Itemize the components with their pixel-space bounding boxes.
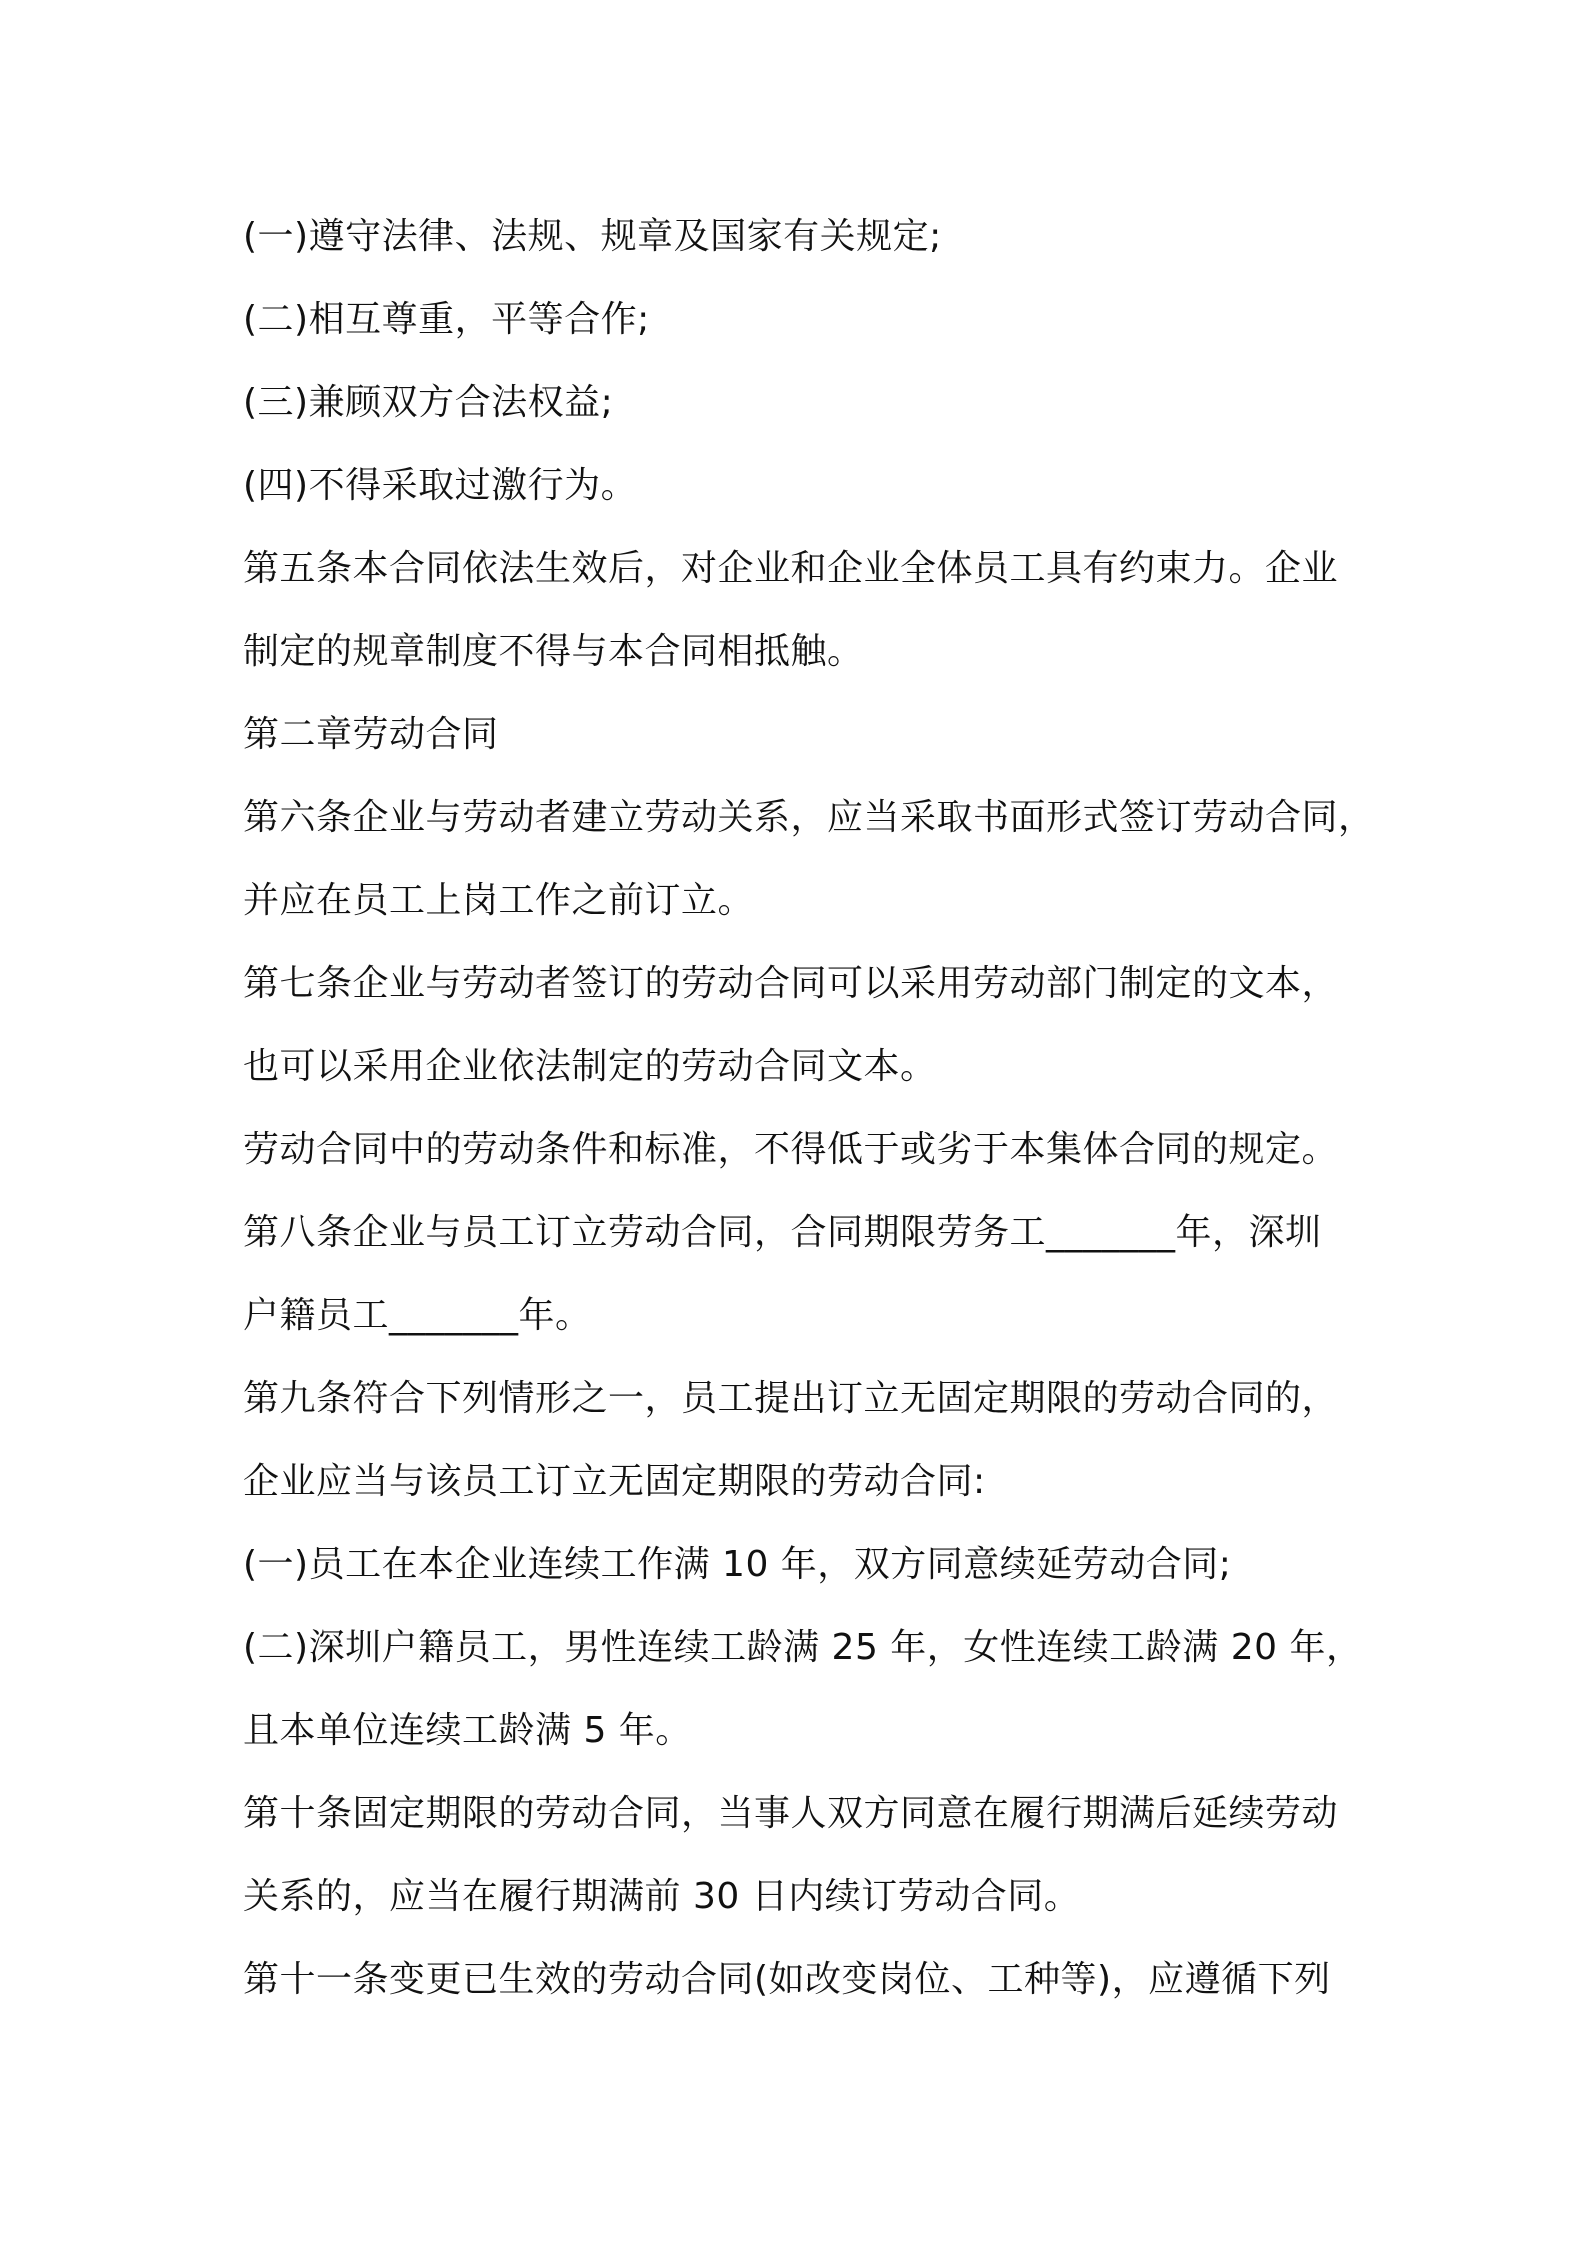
text-line: 并应在员工上岗工作之前订立。 bbox=[243, 880, 755, 921]
text-line: (二)相互尊重，平等合作; bbox=[243, 299, 650, 340]
document-body bbox=[243, 195, 1383, 2021]
text-line: 企业应当与该员工订立无固定期限的劳动合同: bbox=[243, 1461, 986, 1502]
text-line: 且本单位连续工龄满 5 年。 bbox=[243, 1710, 692, 1751]
text-line: 第十条固定期限的劳动合同，当事人双方同意在履行期满后延续劳动 bbox=[243, 1793, 1339, 1834]
text-line: 劳动合同中的劳动条件和标准，不得低于或劣于本集体合同的规定。 bbox=[243, 1129, 1339, 1170]
text-line: 第七条企业与劳动者签订的劳动合同可以采用劳动部门制定的文本， bbox=[243, 963, 1339, 1004]
text-line: 第六条企业与劳动者建立劳动关系，应当采取书面形式签订劳动合同， bbox=[243, 797, 1375, 838]
text-line: 第九条符合下列情形之一，员工提出订立无固定期限的劳动合同的， bbox=[243, 1378, 1339, 1419]
text-line: (二)深圳户籍员工，男性连续工龄满 25 年，女性连续工龄满 20 年， bbox=[243, 1627, 1363, 1668]
text-line: (一)员工在本企业连续工作满 10 年，双方同意续延劳动合同; bbox=[243, 1544, 1232, 1585]
text-line: 关系的，应当在履行期满前 30 日内续订劳动合同。 bbox=[243, 1876, 1081, 1917]
text-line: (一)遵守法律、法规、规章及国家有关规定; bbox=[243, 216, 942, 257]
text-line: (四)不得采取过激行为。 bbox=[243, 465, 638, 506]
text-line: 也可以采用企业依法制定的劳动合同文本。 bbox=[243, 1046, 937, 1087]
text-line: 户籍员工_______年。 bbox=[243, 1295, 592, 1336]
chapter-heading: 第二章劳动合同 bbox=[243, 714, 499, 755]
text-line: 制定的规章制度不得与本合同相抵触。 bbox=[243, 631, 864, 672]
text-line: 第五条本合同依法生效后，对企业和企业全体员工具有约束力。企业 bbox=[243, 548, 1339, 589]
text-line: (三)兼顾双方合法权益; bbox=[243, 382, 614, 423]
text-line: 第八条企业与员工订立劳动合同，合同期限劳务工_______年，深圳 bbox=[243, 1212, 1322, 1253]
text-line: 第十一条变更已生效的劳动合同(如改变岗位、工种等)，应遵循下列 bbox=[243, 1959, 1331, 2000]
